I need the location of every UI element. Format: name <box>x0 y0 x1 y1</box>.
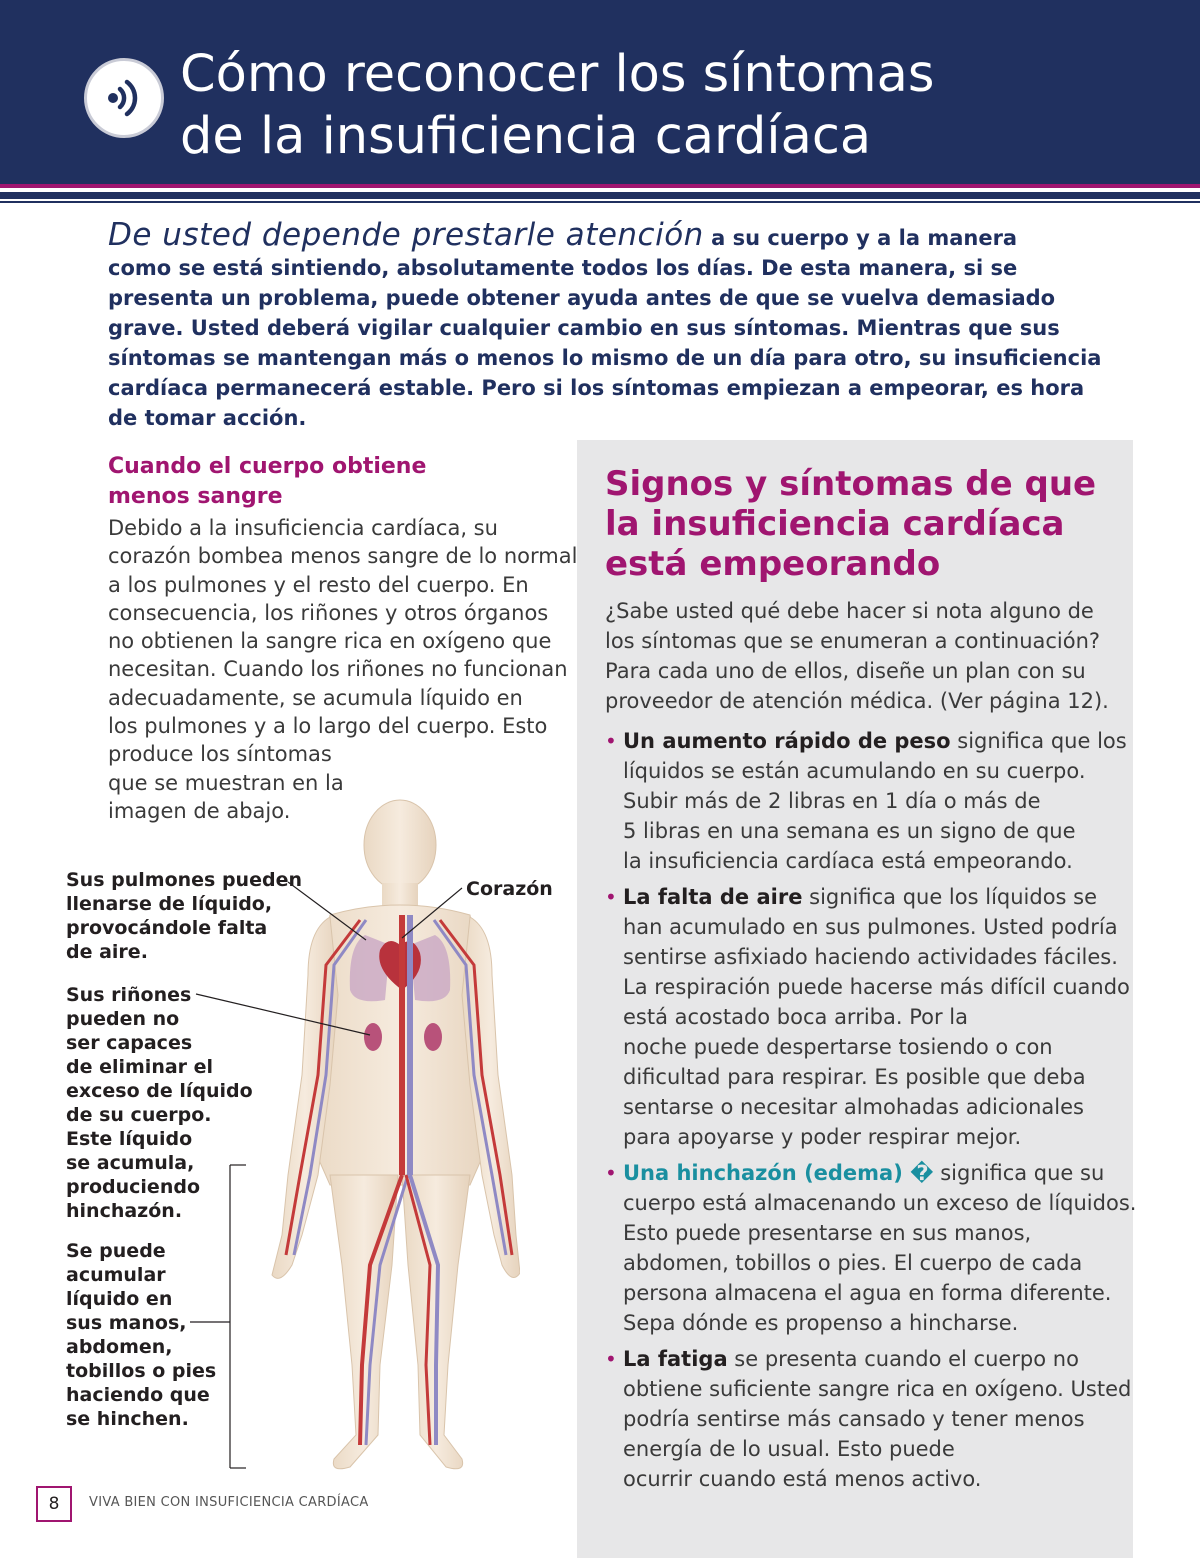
bullet-marker: • <box>605 729 617 753</box>
bullet-text: ocurrir cuando está menos activo. <box>623 1467 982 1491</box>
bullet-text: para apoyarse y poder respirar mejor. <box>623 1125 1022 1149</box>
bullet-text: Subir más de 2 libras en 1 día o más de <box>623 789 1041 813</box>
panel-title-line: Signos y síntomas de que <box>605 464 1097 504</box>
lungs-callout <box>66 868 302 964</box>
callout-line: produciendo <box>66 1176 200 1198</box>
body-line: Debido a la insuficiencia cardíaca, su <box>108 516 498 540</box>
callout-line: líquido en <box>66 1288 173 1310</box>
bullet-text: han acumulado en sus pulmones. Usted podría <box>623 915 1118 939</box>
intro-line: cardíaca permanecerá estable. Pero si los síntomas empiezan a empeorar, es hora <box>108 376 1085 400</box>
body-line: imagen de abajo. <box>108 798 291 823</box>
bullet-text: energía de lo usual. Esto puede <box>623 1437 955 1461</box>
callout-line: Se puede <box>66 1240 166 1262</box>
bullet-edema <box>605 1158 1137 1338</box>
intro-line: a su cuerpo y a la manera <box>703 226 1018 250</box>
bullet-text: dificultad para respirar. Es posible que deba <box>623 1065 1086 1089</box>
bullet-text: abdomen, tobillos o pies. El cuerpo de cada <box>623 1251 1083 1275</box>
glossary-icon[interactable]: � <box>902 1161 934 1185</box>
intro-paragraph <box>108 217 1108 433</box>
bullet-text: sentarse o necesitar almohadas adicionales <box>623 1095 1084 1119</box>
callout-line: de aire. <box>66 941 148 963</box>
bullet-weight-gain <box>605 726 1130 876</box>
callout-line: hinchazón. <box>66 1200 183 1222</box>
bullet-text: La respiración puede hacerse más difícil cuando <box>623 975 1130 999</box>
section-body <box>108 514 578 825</box>
body-line: adecuadamente, se acumula líquido en <box>108 685 523 710</box>
publication-name: VIVA BIEN CON INSUFICIENCIA CARDÍACA <box>89 1495 369 1510</box>
body-line: a los pulmones y el resto del cuerpo. En <box>108 572 529 597</box>
page-title <box>180 44 1160 168</box>
audio-waves-icon[interactable] <box>84 58 164 138</box>
bullet-text: sentirse asfixiado haciendo actividades fáciles. <box>623 945 1118 969</box>
body-line: no obtienen la sangre rica en oxígeno que <box>108 629 552 654</box>
intro-line: presenta un problema, puede obtener ayuda antes de que se vuelva demasiado <box>108 286 1056 310</box>
body-line: que se muestran en la <box>108 770 344 795</box>
callout-line: abdomen, <box>66 1336 173 1358</box>
callout-line: Este líquido <box>66 1128 193 1150</box>
section-heading <box>108 452 508 512</box>
bullet-marker: • <box>605 1347 617 1371</box>
page-number: 8 <box>36 1486 72 1522</box>
bullet-bold: La fatiga <box>623 1347 728 1371</box>
callout-line: Sus pulmones pueden <box>66 869 302 891</box>
body-line: los pulmones y a lo largo del cuerpo. Esto <box>108 714 548 739</box>
bullet-marker: • <box>605 1161 617 1185</box>
bullet-shortness-of-breath <box>605 882 1130 1152</box>
callout-line: de eliminar el <box>66 1056 214 1078</box>
bullet-text: se presenta cuando el cuerpo no <box>727 1347 1079 1371</box>
callout-line: tobillos o pies <box>66 1360 217 1382</box>
bullet-marker: • <box>605 885 617 909</box>
section-heading-line: Cuando el cuerpo obtiene <box>108 454 427 479</box>
callout-line: provocándole falta <box>66 917 268 939</box>
bullet-bold: La falta de aire <box>623 885 803 909</box>
header-divider <box>0 192 1200 199</box>
panel-title-line: está empeorando <box>605 544 941 584</box>
callout-line: haciendo que <box>66 1384 210 1406</box>
callout-line: llenarse de líquido, <box>66 893 273 915</box>
header-divider <box>0 201 1200 203</box>
panel-intro <box>605 596 1120 716</box>
intro-line: como se está sintiendo, absolutamente todos los días. De esta manera, si se <box>108 256 1018 280</box>
page-title-line: Cómo reconocer los síntomas <box>180 45 935 104</box>
callout-line: se acumula, <box>66 1152 195 1174</box>
heart-callout <box>466 877 553 901</box>
callout-line: Sus riñones <box>66 984 192 1006</box>
bullet-text: líquidos se están acumulando en su cuerpo. <box>623 759 1086 783</box>
panel-intro-line: ¿Sabe usted qué debe hacer si nota alguno de <box>605 599 1094 623</box>
callout-line: exceso de líquido <box>66 1080 253 1102</box>
edema-glossary-link[interactable]: Una hinchazón (edema) <box>623 1161 903 1185</box>
callout-line: de su cuerpo. <box>66 1104 212 1126</box>
intro-lead: De usted depende prestarle atención <box>108 217 704 253</box>
bullet-text: significa que los líquidos se <box>802 885 1098 909</box>
callout-line: ser capaces <box>66 1032 193 1054</box>
panel-intro-line: proveedor de atención médica. (Ver página 12). <box>605 689 1109 713</box>
callout-line: acumular <box>66 1264 166 1286</box>
body-line: produce los síntomas <box>108 742 332 767</box>
bullet-text: Sepa dónde es propenso a hincharse. <box>623 1311 1019 1335</box>
bullet-text: significa que su <box>933 1161 1105 1185</box>
bullet-text: la insuficiencia cardíaca está empeorando. <box>623 849 1073 873</box>
bullet-fatigue <box>605 1344 1130 1494</box>
intro-line: grave. Usted deberá vigilar cualquier cambio en sus síntomas. Mientras que sus <box>108 316 1060 340</box>
bullet-text: está acostado boca arriba. Por la <box>623 1005 968 1029</box>
panel-title-line: la insuficiencia cardíaca <box>605 504 1065 544</box>
body-line: corazón bombea menos sangre de lo normal <box>108 544 578 569</box>
panel-intro-line: Para cada uno de ellos, diseñe un plan con su <box>605 659 1086 683</box>
section-heading-line: menos sangre <box>108 484 283 509</box>
panel-intro-line: los síntomas que se enumeran a continuación? <box>605 629 1101 653</box>
callout-line: se hinchen. <box>66 1408 189 1430</box>
bullet-bold: Un aumento rápido de peso <box>623 729 951 753</box>
page-title-line: de la insuficiencia cardíaca <box>180 107 872 166</box>
panel-title <box>605 464 1115 584</box>
bullet-text: significa que los <box>950 729 1127 753</box>
kidneys-callout <box>66 983 253 1223</box>
swelling-callout <box>66 1239 216 1431</box>
body-line: consecuencia, los riñones y otros órganos <box>108 600 549 625</box>
bullet-text: 5 libras en una semana es un signo de que <box>623 819 1076 843</box>
body-line: necesitan. Cuando los riñones no funcionan <box>108 657 568 682</box>
bullet-text: obtiene suficiente sangre rica en oxígeno. Usted <box>623 1377 1132 1401</box>
bullet-text: Esto puede presentarse en sus manos, <box>623 1221 1032 1245</box>
bullet-text: cuerpo está almacenando un exceso de líquidos. <box>623 1191 1137 1215</box>
bullet-text: noche puede despertarse tosiendo o con <box>623 1035 1053 1059</box>
callout-line: pueden no <box>66 1008 180 1030</box>
callout-line: sus manos, <box>66 1312 187 1334</box>
intro-line: de tomar acción. <box>108 406 307 430</box>
bullet-text: persona almacena el agua en forma diferente. <box>623 1281 1112 1305</box>
intro-line: síntomas se mantengan más o menos lo mismo de un día para otro, su insuficiencia <box>108 346 1102 370</box>
callout-line: Corazón <box>466 878 553 900</box>
bullet-text: podría sentirse más cansado y tener menos <box>623 1407 1085 1431</box>
